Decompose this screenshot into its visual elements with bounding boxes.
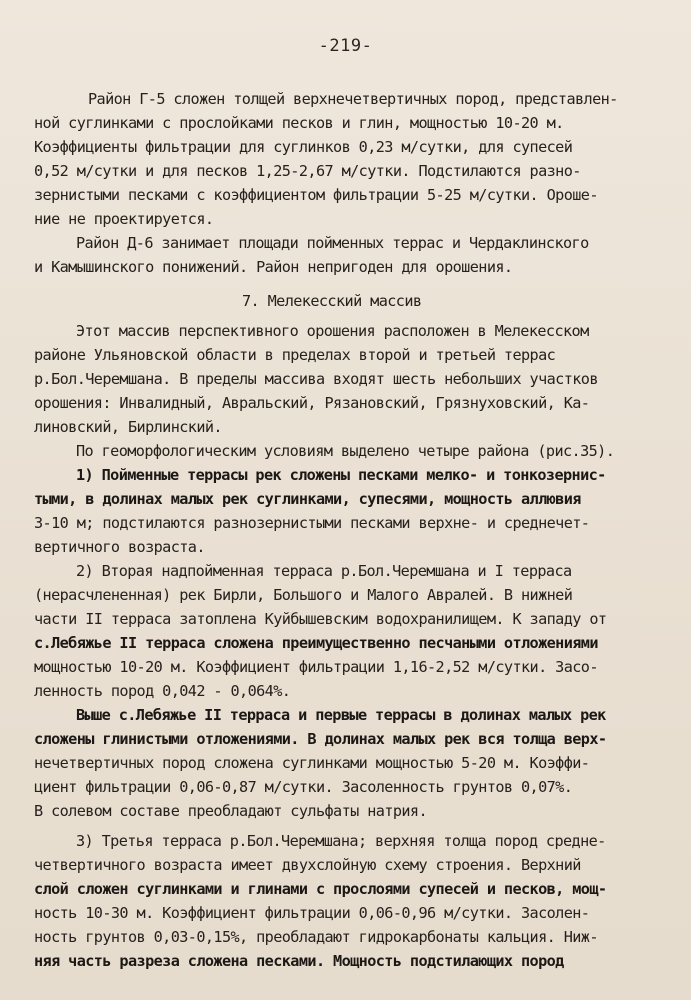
text-line: орошения: Инвалидный, Авральский, Рязановский, Грязнуховский, Ка- xyxy=(34,394,590,412)
text-line: и Камышинского понижений. Район непригоден для орошения. xyxy=(34,258,513,276)
text-line: 2) Вторая надпойменная терраса р.Бол.Черемшана и I терраса xyxy=(76,562,572,580)
text-line: Этот массив перспективного орошения расположен в Мелекесском xyxy=(76,322,589,340)
text-line: В солевом составе преобладают сульфаты натрия. xyxy=(34,802,428,820)
text-line: 1) Пойменные террасы рек сложены песками мелко- и тонкозернис- xyxy=(76,466,606,484)
text-line: ность грунтов 0,03-0,15%, преобладают гидрокарбонаты кальция. Ниж- xyxy=(34,928,598,946)
text-line: четвертичного возраста имеет двухслойную схему строения. Верхний xyxy=(34,856,581,874)
text-line: ние не проектируется. xyxy=(34,210,214,228)
text-line: зернистыми песками с коэффициентом фильтрации 5-25 м/сутки. Ороше- xyxy=(34,186,598,204)
text-line: 3) Третья терраса р.Бол.Черемшана; верхняя толща пород средне- xyxy=(76,832,606,850)
text-line: 3-10 м; подстилаются разнозернистыми песками верхне- и среднечет- xyxy=(34,514,590,532)
text-line: Район Д-6 занимает площади пойменных террас и Чердаклинского xyxy=(76,234,589,252)
text-line: Район Г-5 сложен толщей верхнечетвертичных пород, представлен- xyxy=(88,90,618,108)
text-line: сложены глинистыми отложениями. В долинах малых рек вся толща верх- xyxy=(34,730,607,748)
text-line: няя часть разреза сложена песками. Мощность подстилающих пород xyxy=(34,952,564,970)
text-line: ленность пород 0,042 - 0,064%. xyxy=(34,682,291,700)
text-line: ность 10-30 м. Коэффициент фильтрации 0,06-0,96 м/сутки. Засолен- xyxy=(34,904,590,922)
text-line: 0,52 м/сутки и для песков 1,25-2,67 м/сутки. Подстилаются разно- xyxy=(34,162,581,180)
text-line: линовский, Бирлинский. xyxy=(34,418,222,436)
text-line: мощностью 10-20 м. Коэффициент фильтрации 1,16-2,52 м/сутки. Засо- xyxy=(34,658,598,676)
page-number: -219- xyxy=(318,36,373,56)
text-line: тыми, в долинах малых рек суглинками, супесями, мощность аллювия xyxy=(34,490,581,508)
text-line: Выше с.Лебяжье II терраса и первые террасы в долинах малых рек xyxy=(76,706,606,724)
text-line: р.Бол.Черемшана. В пределы массива входят шесть небольших участков xyxy=(34,370,598,388)
text-line: ной суглинками с прослойками песков и глин, мощностью 10-20 м. xyxy=(34,114,564,132)
text-line: циент фильтрации 0,06-0,87 м/сутки. Засоленность грунтов 0,07%. xyxy=(34,778,573,796)
text-line: районе Ульяновской области в пределах второй и третьей террас xyxy=(34,346,556,364)
text-line: Коэффициенты фильтрации для суглинков 0,23 м/сутки, для супесей xyxy=(34,138,573,156)
text-line: части II терраса затоплена Куйбышевским водохранилищем. К западу от xyxy=(34,610,607,628)
text-line: (нерасчлененная) рек Бирли, Большого и Малого Авралей. В нижней xyxy=(34,586,573,604)
text-line: нечетвертичных пород сложена суглинками мощностью 5-20 м. Коэффи- xyxy=(34,754,590,772)
text-line: с.Лебяжье II терраса сложена преимущественно песчаными отложениями xyxy=(34,634,598,652)
section-heading: 7. Мелекесский массив xyxy=(242,292,422,310)
text-line: слой сложен суглинками и глинами с прослоями супесей и песков, мощ- xyxy=(34,880,607,898)
text-line: вертичного возраста. xyxy=(34,538,205,556)
text-line: По геоморфологическим условиям выделено четыре района (рис.35). xyxy=(76,442,615,460)
